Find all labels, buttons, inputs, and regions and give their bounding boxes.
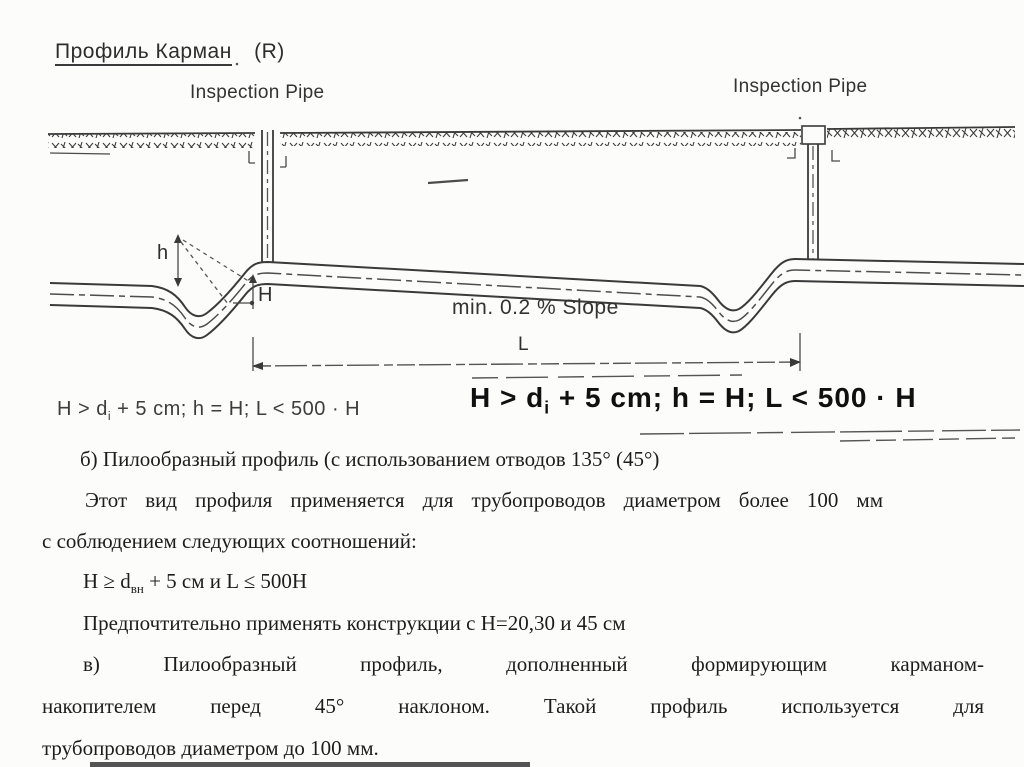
slope-label: min. 0.2 % Slope <box>452 296 619 319</box>
ground-surface <box>48 127 1015 154</box>
inspection-pipe-label-left: Inspection Pipe <box>190 82 325 103</box>
label-H: H <box>258 284 273 306</box>
label-L: L <box>518 334 529 355</box>
label-h: h <box>157 242 169 264</box>
formula-large-p2: + 5 cm; h = H; L < 500 · H <box>550 382 917 413</box>
relation-formula <box>83 569 307 597</box>
formula-large-sub: i <box>544 397 551 418</box>
inspection-pipe-left <box>249 130 286 263</box>
paragraph-item-v-line1: в) Пилообразный профиль, дополненный формирующим карманом- <box>83 652 984 676</box>
formula-large <box>470 382 917 419</box>
inspection-pipe-label-right: Inspection Pipe <box>733 76 868 97</box>
paragraph-intro-line2: с соблюдением следующих соотношений: <box>42 529 417 553</box>
formula-large-p1: H > d <box>470 382 545 413</box>
page-title-suffix: (R) <box>254 40 285 63</box>
relation-p2: + 5 см и L ≤ 500H <box>143 569 308 593</box>
formula-small-sub: i <box>107 409 112 423</box>
relation-sub: вн <box>130 581 144 597</box>
formula-small <box>57 398 360 423</box>
paragraph-item-v-line3: трубопроводов диаметром до 100 мм. <box>42 736 379 760</box>
paragraph-intro-line1: Этот вид профиля применяется для трубопроводов диаметром более 100 мм <box>85 488 883 512</box>
paragraph-item-v-line2: накопителем перед 45° наклоном. Такой профиль используется для <box>42 694 984 718</box>
scan-edge-bar <box>90 762 530 767</box>
formula-small-p1: H > d <box>57 398 108 420</box>
formula-small-p2: + 5 cm; h = H; L < 500 · H <box>111 398 361 420</box>
paragraph-preference: Предпочтительно применять конструкции с Н=20,30 и 45 см <box>83 611 626 635</box>
inspection-pipe-right <box>787 126 840 260</box>
page-title-text: Профиль Карман <box>55 40 232 66</box>
relation-p1: H ≥ d <box>83 569 131 593</box>
paragraph-item-b: б) Пилообразный профиль (с использованием отводов 135° (45°) <box>80 447 660 471</box>
dimension-h <box>174 234 250 304</box>
